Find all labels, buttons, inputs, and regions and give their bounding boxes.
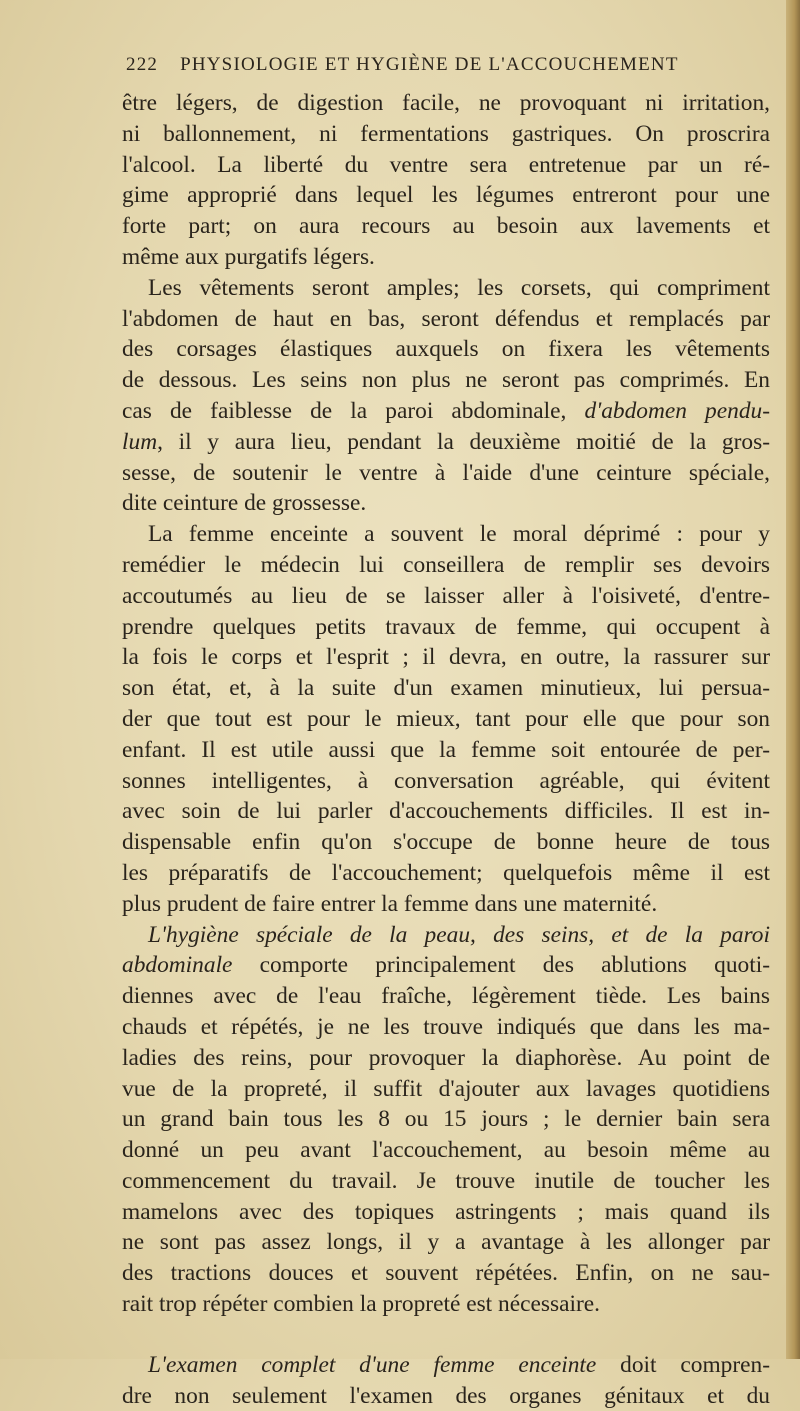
line-text: même aux purgatifs légers. (122, 243, 375, 270)
text-line (122, 981, 770, 1012)
text-line (122, 1197, 770, 1228)
line-text: mamelons avec des topiques astringents ; mais quand ils (122, 1198, 770, 1225)
text-line (122, 1227, 770, 1258)
text-line (122, 1043, 770, 1074)
italic-phrase: d'abdomen pendu- (584, 397, 770, 424)
text-line (122, 581, 770, 612)
text-line (122, 642, 770, 673)
italic-phrase: abdominale (122, 952, 233, 979)
text-line (122, 827, 770, 858)
page-number: 222 (126, 54, 159, 75)
line-text: ne sont pas assez longs, il y a avantage à les allonger par (122, 1229, 770, 1256)
text-line (122, 612, 770, 643)
line-text: comporte principalement des ablutions quoti- (232, 952, 770, 979)
text-line (122, 180, 770, 211)
text-line (122, 1135, 770, 1166)
text-line (122, 396, 770, 427)
line-text: Les vêtements seront amples; les corsets, qui compriment (148, 274, 770, 301)
page-edge (786, 0, 800, 1359)
line-text: la fois le corps et l'esprit ; il devra, en outre, la rassurer sur (122, 644, 770, 671)
line-text: les préparatifs de l'accouchement; quelquefois même il est (122, 859, 770, 886)
text-line (122, 304, 770, 335)
line-text: enfant. Il est utile aussi que la femme soit entourée de per- (122, 736, 770, 763)
text-line (122, 211, 770, 242)
line-text: commencement du travail. Je trouve inutile de toucher les (122, 1167, 770, 1194)
text-line (122, 920, 770, 951)
line-text: dispensable enfin qu'on s'occupe de bonne heure de tous (122, 829, 770, 856)
line-text: remédier le médecin lui conseillera de remplir ses devoirs (122, 551, 770, 578)
text-line (122, 1166, 770, 1197)
line-text: rait trop répéter combien la propreté est nécessaire. (122, 1291, 600, 1318)
line-text: un grand bain tous les 8 ou 15 jours ; le dernier bain sera (122, 1106, 770, 1133)
italic-phrase: lum (122, 428, 158, 455)
line-text: , il y aura lieu, pendant la deuxième moitié de la gros- (157, 428, 770, 455)
text-line (122, 766, 770, 797)
line-text: prendre quelques petits travaux de femme, qui occupent à (122, 613, 770, 640)
text-line (122, 550, 770, 581)
line-text: avec soin de lui parler d'accouchements difficiles. Il est in- (122, 798, 770, 825)
text-line (122, 365, 770, 396)
line-text: doit compren- (596, 1351, 770, 1378)
line-text: der que tout est pour le mieux, tant pour elle que pour son (122, 705, 770, 732)
line-text: dre non seulement l'examen des organes génitaux et du (122, 1382, 770, 1409)
text-line (122, 1074, 770, 1105)
text-line (122, 519, 770, 550)
line-text: donné un peu avant l'accouchement, au besoin même au (122, 1137, 770, 1164)
text-line (122, 273, 770, 304)
italic-phrase: L'examen complet d'une femme enceinte (148, 1351, 597, 1378)
line-text: l'alcool. La liberté du ventre sera entretenue par un ré- (122, 151, 770, 178)
line-text: ni ballonnement, ni fermentations gastriques. On proscrira (122, 120, 770, 147)
line-text: sonnes intelligentes, à conversation agréable, qui évitent (122, 767, 770, 794)
line-text: ladies des reins, pour provoquer la diaphorèse. Au point de (122, 1044, 770, 1071)
text-line (122, 704, 770, 735)
line-text: La femme enceinte a souvent le moral déprimé : pour y (148, 521, 770, 548)
text-line (122, 119, 770, 150)
text-line (122, 1289, 770, 1320)
text-line (122, 488, 770, 519)
text-line (122, 458, 770, 489)
line-text: de dessous. Les seins non plus ne seront pas comprimés. En (122, 367, 770, 394)
text-line (122, 427, 770, 458)
line-text: son état, et, à la suite d'un examen minutieux, lui persua- (122, 675, 770, 702)
text-line (122, 950, 770, 981)
line-text: sesse, de soutenir le ventre à l'aide d'une ceinture spéciale, (122, 459, 770, 486)
text-line (122, 334, 770, 365)
line-text: chauds et répétés, je ne les trouve indiqués que dans les ma- (122, 1013, 770, 1040)
text-line (122, 1258, 770, 1289)
text-line (122, 889, 770, 920)
line-text: plus prudent de faire entrer la femme dans une maternité. (122, 890, 658, 917)
italic-phrase: L'hygiène spéciale de la peau, des seins, et de la paroi (148, 921, 770, 948)
line-text: gime approprié dans lequel les légumes entreront pour une (122, 182, 770, 209)
text-line (122, 858, 770, 889)
line-text: diennes avec de l'eau fraîche, légèrement tiède. Les bains (122, 983, 770, 1010)
text-line (122, 1012, 770, 1043)
text-line (122, 242, 770, 273)
text-line (122, 1104, 770, 1135)
text-line (122, 150, 770, 181)
text-line (122, 735, 770, 766)
text-line (122, 1350, 770, 1381)
line-text: des corsages élastiques auxquels on fixera les vêtements (122, 336, 770, 363)
line-text: accoutumés au lieu de se laisser aller à l'oisiveté, d'entre- (122, 582, 770, 609)
line-text: être légers, de digestion facile, ne provoquant ni irritation, (122, 90, 770, 116)
line-text: dite ceinture de grossesse. (122, 490, 367, 517)
line-text: l'abdomen de haut en bas, seront défendus et remplacés par (122, 305, 770, 332)
running-title: PHYSIOLOGIE ET HYGIÈNE DE L'ACCOUCHEMENT (180, 54, 679, 75)
text-line (122, 796, 770, 827)
body-text (122, 88, 770, 1411)
text-line (122, 1381, 770, 1411)
line-text: des tractions douces et souvent répétées. Enfin, on ne sau- (122, 1260, 770, 1287)
running-header (126, 54, 766, 84)
line-text: cas de faiblesse de la paroi abdominale, (122, 397, 585, 424)
line-text: forte part; on aura recours au besoin aux lavements et (122, 213, 770, 240)
line-text: vue de la propreté, il suffit d'ajouter aux lavages quotidiens (122, 1075, 770, 1102)
text-line (122, 88, 770, 119)
text-line (122, 673, 770, 704)
